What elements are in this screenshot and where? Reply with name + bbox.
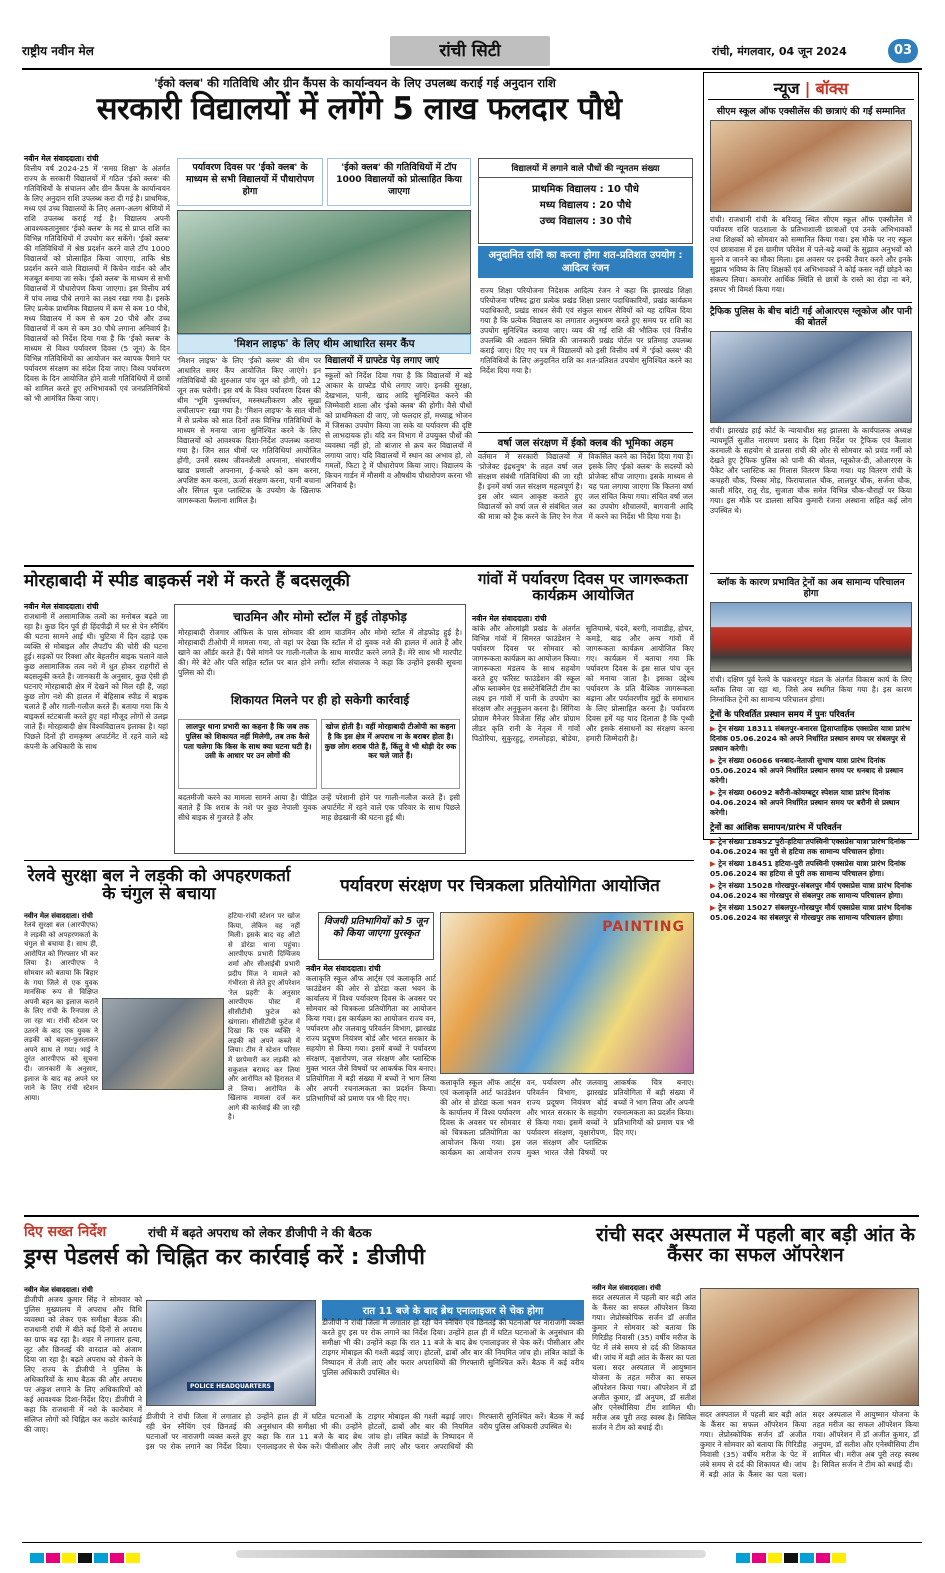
- hospital-text-cont: सदर अस्पताल में पहली बार बड़ी आंत के कैंसर का सफल ऑपरेशन किया गया। लेप्रोस्कोपिक सर्जन डॉ अजीत कुमार ने सोमवार को बताया कि गिरिडीह निवासी (35) वर्षीय मरीज के पेट में लंबे समय से दर्द की शिकायत थी। जांच में बड़ी आंत के कैंसर का पता चला। सदर अस्पताल में आयुष्मान योजना के तहत मरीज का सफल ऑपरेशन किया गया। ऑपरेशन में डॉ अजीत कुमार, डॉ अनुपम, डॉ सतीश और एनेस्थीसिया टीम शामिल थी। मरीज अब पूरी तरह स्वस्थ है। सिविल सर्जन ने टीम को बधाई दी।: [700, 1410, 919, 1479]
- registration-swatch: [62, 1553, 76, 1563]
- traffic-police-photo: [710, 331, 912, 423]
- registration-swatch: [110, 1553, 124, 1563]
- plant-table-rows: [479, 178, 692, 234]
- dgp-headline: ड्रग्स पेडलर्स को चिह्नित कर कार्रवाई करें : डीजीपी: [24, 1245, 425, 1270]
- chowmein-box: [174, 604, 466, 854]
- registration-swatch: [736, 1553, 750, 1563]
- rpf-text-right: हटिया-रांची स्टेशन पर खोज किया, लेकिन वह नहीं मिली। इसके बाद वह ऑटो से डोरंडा थाना पहुंचा। आरपीएफ प्रभारी दिग्विजय शर्मा और सीआईबी प्रभारी प्रदीप मिंज ने मामले को गंभीरता से लेते हुए ऑपरेशन 'रेल प्रहरी' के अनुसार आरपीएफ पोस्ट में सीसीटीवी फुटेज को खंगाला। सीसीटीवी फुटेज में दिखा कि एक व्यक्ति ने लड़की को अपने कब्जे में लिया। टीम ने स्टेशन परिसर में छापेमारी कर लड़की को सकुशल बरामद कर लिया और आरोपित को हिरासत में ले लिया। आरोपित के खिलाफ मामला दर्ज कर आगे की कार्रवाई की जा रही है।: [228, 912, 300, 1122]
- quote-left-text: लालपुर थाना प्रभारी का कहना है कि जब तक पुलिस को शिकायत नहीं मिलेगी, तब तक कैसे पता चलेगा कि किस के साथ क्या घटना घटी है। उसी के आधार पर उन लोगों की: [183, 722, 312, 761]
- painting-story: [306, 964, 436, 1212]
- dgp-text-lower: डीजीपी ने रांची जिला में लगातार हो रही चेन स्नैचिंग एवं छिनतई की घटनाओं पर नाराजगी व्यक्त करते हुए इस पर रोक लगाने का निर्देश दिया। उन्होंने हाल ही में घटित घटनाओं के अनुसंधान की समीक्षा भी की। उन्होंने कहा कि रात 11 बजे के बाद ब्रेथ एनालाइजर से चेक करें। पीसीआर और टाइगर मोबाइल की गश्ती बढ़ाई जाए। होटलों, ढाबों और बार की नियमित जांच हो। लंबित कांडों के निष्पादन में तेजी लाएं और फरार अपराधियों की गिरफ्तारी सुनिश्चित करें। बैठक में कई वरीय पुलिस अधिकारी उपस्थित थे।: [146, 1412, 584, 1451]
- grant-banner: अनुदानित राशि का करना होगा शत-प्रतिशत उपयोग : आदित्य रंजन: [478, 246, 693, 278]
- page-number: 03: [888, 39, 918, 63]
- lead-col1-text: वित्तीय वर्ष 2024-25 में 'समग्र शिक्षा' के अंतर्गत राज्य के सरकारी विद्यालयों में गठित 'ईको क्लब' की गतिविधियों के संचालन और ग्रीन कैंपस के कार्यान्वयन के लिए अनुदान राशि उपलब्ध करा दी गई है। प्राथमिक, मध्य एवं उच्च विद्यालयों के लिए अलग-अलग श्रेणियों में राशि उपलब्ध कराई गई है। विद्यालय अपनी आवश्यकतानुसार 'ईको क्लब' के मद से प्राप्त राशि का विभिन्न गतिविधियों में उपयोग कर सकेंगे। 'ईको क्लब' की गतिविधियों में श्रेष्ठ प्रदर्शन करने वाले टॉप 1000 विद्यालयों को प्रोत्साहित किया जाएगा, ताकि श्रेष्ठ प्रदर्शन करने वाले विद्यालयों में किचेन गार्डन को और मजबूत बनाया जा सके। 'ईको क्लब' के माध्यम से सभी विद्यालयों में पौधारोपण किया जाएगा। इस वित्तीय वर्ष में पांच लाख पौधे लगाने का लक्ष्य रखा गया है। इसके लिए प्रत्येक प्राथमिक विद्यालय में कम से कम 10 पौधे, मध्य विद्यालय में कम से कम 20 पौधे और उच्च विद्यालयों में कम से कम 30 पौधे लगाना अनिवार्य है। विद्यालयों को निर्देश दिया गया है कि 'ईको क्लब' के माध्यम से विश्व पर्यावरण दिवस (5 जून) के दिन विभिन्न गतिविधियों का आयोजन कर व्यापक पैमाने पर पर्यावरण संरक्षण का संदेश दिया जाए। विश्व पर्यावरण दिवस के दिन आयोजित होने वाली गतिविधियों में छात्रों को शामिल करते हुए अभिभावकों एवं जनप्रतिनिधियों को भी आमंत्रित किया जाए।: [24, 164, 170, 403]
- paper-name: राष्ट्रीय नवीन मेल: [22, 44, 94, 58]
- registration-swatch: [46, 1553, 60, 1563]
- lead-headline: सरकारी विद्यालयों में लगेंगे 5 लाख फलदार पौधे: [96, 91, 622, 127]
- partial-train-item: ▶ ट्रेन संख्या 15027 संबलपुर-गोरखपुर मौर्य एक्सप्रेस यात्रा प्रारंभ दिनांक 05.06.2024 का संबलपुर से गोरखपुर तक सामान्य परिचालन होगा।: [710, 903, 912, 923]
- morabadi-col1: [24, 602, 168, 854]
- mid-rule: [24, 860, 694, 861]
- plant-table-row: उच्च विद्यालय : 30 पौधे: [539, 216, 632, 227]
- hospital-col1: [592, 1284, 696, 1536]
- dgp-col1: [24, 1286, 142, 1536]
- lead-col1: [24, 154, 170, 562]
- divert-train-item: ▶ ट्रेन संख्या 06066 धनबाद-नेताजी सुभाष यात्रा प्रारंभ दिनांक 05.06.2024 को अपने निर्धारित प्रस्थान समय पर धनबाद से प्रस्थान करेगी।: [710, 756, 912, 786]
- villages-text: कांके और ओरमांझी प्रखंड के अंतर्गत विभिन्न गांवों में सिमरत फाउंडेशन ने पर्यावरण दिवस पर सोमवार को जागरूकता कार्यक्रम का आयोजन किया। जागरूकता मंडलय के साथ सहयोग करते हुए फॉरेस्ट फाउंडेशन की स्कूल ऑफ ब्लाक्मेन एंड सस्टेनेबिलिटी टीम का लक्ष्य इन गांवों में पानी के उपयोग का संरक्षण और अनुकूलन करना है। सिंगिया प्रोग्राम मैनेजर विजेता सिंह और प्रोग्राम लीडर कृति रानी के नेतृत्व में गांवों पिठोरिया, सुकुरहुटू, रामलोहड़ा, बोडेया, सुतियाम्बे, चंदवे, बरगी, नावाडीह, होचर, कमड़े, बाढ़ और अन्य गांवों में जागरूकता कार्यक्रम आयोजित किए गए। कार्यक्रम में बताया गया कि पर्यावरण दिवस के इस साल पांच जून को मनाया जाता है। इसका उद्देश्य पर्यावरण के प्रति वैश्विक जागरूकता बढ़ाना और पर्यावरणीय मुद्दों के समाधान के लिए प्रोत्साहित करना है। पर्यावरण दिवस हमें यह याद दिलाता है कि पृथ्वी और इसके संसाधनों का संरक्षण करना हमारी जिम्मेदारी है।: [472, 624, 694, 743]
- plant-table-row: प्राथमिक विद्यालय : 10 पौधे: [532, 184, 639, 195]
- hospital-text: सदर अस्पताल में पहली बार बड़ी आंत के कैंसर का सफल ऑपरेशन किया गया। लेप्रोस्कोपिक सर्जन डॉ अजीत कुमार ने सोमवार को बताया कि गिरिडीह निवासी (35) वर्षीय मरीज के पेट में लंबे समय से दर्द की शिकायत थी। जांच में बड़ी आंत के कैंसर का पता चला। सदर अस्पताल में आयुष्मान योजना के तहत मरीज का सफल ऑपरेशन किया गया। ऑपरेशन में डॉ अजीत कुमार, डॉ अनुपम, डॉ सतीश और एनेस्थीसिया टीम शामिल थी। मरीज अब पूरी तरह स्वस्थ है। सिविल सर्जन ने टीम को बधाई दी।: [592, 1293, 696, 1432]
- divert-train-item: ▶ ट्रेन संख्या 18311 संबलपुर-बनारस द्विसाप्ताहिक एक्सप्रेस यात्रा प्रारंभ दिनांक 05.06.2024 को अपने निर्धारित प्रस्थान समय पर संबलपुर से प्रस्थान करेगी।: [710, 724, 912, 754]
- breath-analyzer-banner: रात 11 बजे के बाद ब्रेथ एनालाइजर से चेक होगा: [322, 1300, 584, 1320]
- train-engine-photo: [710, 602, 912, 672]
- villages-story: [472, 614, 694, 854]
- morabadi-text: राजधानी में असामाजिक तत्वों का मनोबल बढ़ते जा रहा है। कुछ दिन पूर्व ही हिंदपीढ़ी में घर से पेन स्नैचिंग की घटना सामने आई थी। चुटिया में दिन दहाड़े एक व्यक्ति से मोबाइल और लैपटॉप की चोरी की घटना हुई। सड़कों पर रिक्शा और बेहतरीन बाइक चलाने वाले कुछ असामाजिक तत्व नशे में धुत होकर राहगीरों से बदसलूकी करते हैं। जानकारी के अनुसार, कुछ ऐसी ही घटनाएं मोरहाबादी क्षेत्र में देखने को मिल रही हैं, जहां कुछ लोग नशे की हालत में बेहिसाब स्पीड में बाइक चलाते हैं और गाली-गलौज करते हैं। बताया गया कि ये बाइकर्स स्टंटबाजी करते हुए वहां मौजूद लोगों से उलझ जाते हैं। मोरहाबादी क्षेत्र विश्वविद्यालय इलाका है। यहां पिछले दिनों ही रामकृष्ण अपार्टमेंट में रहने वाले बड़े कंपनी के अधिकारी के साथ: [24, 612, 168, 751]
- registration-swatch: [78, 1553, 92, 1563]
- registration-swatch: [752, 1553, 766, 1563]
- grafted-plants-story: [325, 356, 472, 562]
- award-ceremony-photo: [710, 120, 912, 212]
- grant-text: राज्य शिक्षा परियोजना निदेशक आदित्य रंजन ने कहा कि झारखंड शिक्षा परियोजना परिषद द्वारा प्रत्येक प्रखंड शिक्षा प्रसार पदाधिकारियों, प्रखंड कार्यक्रम पदाधिकारी, प्रखंड साधन सेवी एवं संकुल साधन सेवियों को यह दायित्व दिया गया है कि प्रत्येक विद्यालय का लगातार अनुश्रवण करते हुए समय पर राशि का उपयोग सुनिश्चित कराया जाए। व्यय की गई राशि की भौतिक एवं वित्तीय उपलब्धि की अद्यतन स्थिति की जानकारी प्रखंड पोर्टल पर प्रतिमाह उपलब्ध कराई जाए। दिए गए पत्र में विद्यालयों को इसी वित्तीय वर्ष में 'ईको क्लब' की गतिविधियों के लिए अनुदानित राशि का शत-प्रतिशत उपयोग सुनिश्चित करने का निर्देश दिया गया है।: [480, 286, 692, 375]
- dgp-text-left: डीजीपी अजय कुमार सिंह ने सोमवार को पुलिस मुख्यालय में अपराध और विधि व्यवस्था को लेकर एक समीक्षा बैठक की। राजधानी रांची में बीते कई दिनों से अपराध का ग्राफ बढ़ रहा है। शहर में लगातार हत्या, लूट और छिनतई की वारदात को अंजाम दिया जा रहा है। बढ़ते अपराध को रोकने के लिए राज्य के डीजीपी ने पुलिस के अधिकारियों के साथ बैठक की और अपराध पर अंकुश लगाने के लिए अधिकारियों को कई आवश्यक दिशा-निर्देश दिए। डीजीपी ने कहा कि राजधानी में नशे के कारोबार में संलिप्त लोगों को चिह्नित कर कठोर कार्रवाई की जाए।: [24, 1295, 142, 1434]
- partial-train-list: [710, 837, 912, 923]
- registration-swatch: [94, 1553, 108, 1563]
- mission-life-caption: 'मिशन लाइफ' के लिए थीम आधारित समर कैंप: [177, 334, 471, 354]
- sidebar-item1-text: रांची। राजधानी रांची के बरियातू स्थित सीएम स्कूल ऑफ एक्सीलेंस में पर्यावरण राशि पाठशाला के प्रतिभाशाली छात्राओं एवं उनके अभिभावकों तथा शिक्षकों को सोमवार को सम्मानित किया गया। इस मौके पर नए स्कूल एवं छात्रावास में इस ग्रामीण परिवेश में पले-बढ़े बच्चों के सुझाव अनुभवों को सुनने व जानने का मौका मिला। इस अवसर पर इनकी तैयार करने और इनके सुझाव भविष्य के लिए शिक्षकों एवं अभिभावकों ने कोई कसर नहीं छोड़ने का संकल्प लिया। कमजोर आर्थिक स्थिति से छात्रों के रास्ते का रोड़ा ना बने, इसपर भी विमर्श किया गया।: [710, 215, 912, 294]
- sidebar-item2-title: ट्रैफिक पुलिस के बीच बांटी गई ओआरएस ग्लूकोज और पानी की बोतलें: [710, 306, 912, 328]
- lead-box-left-title: पर्यावरण दिवस पर 'ईको क्लब' के माध्यम से सभी विद्यालयों में पौधारोपण होगा: [185, 162, 315, 197]
- rpf-officers-photo: [102, 998, 224, 1090]
- section-tab: [390, 36, 550, 66]
- winners-text: विजयी प्रतिभागियों को 5 जून को किया जाएगा पुरस्कृत: [324, 916, 428, 939]
- news-box-word-news: न्यूज: [773, 79, 800, 98]
- mission-life-text: 'मिशन लाइफ' के लिए 'ईको क्लब' की थीम पर आधारित समर कैंप आयोजित किए जाएंगे। इन गतिविधियों की शुरुआत पांच जून को होगी, जो 12 जून तक चलेगी। इस वर्ष के विश्व पर्यावरण दिवस की थीम 'भूमि पुनर्स्थापन, मरुस्थलीकरण और सूखा लचीलापन' रखा गया है। 'मिशन लाइफ' के सात थीमों में से प्रत्येक को सात दिनों तक विभिन्न गतिविधियों के माध्यम से मनाया जाना सुनिश्चित करने के लिए विद्यालयों को आवश्यक दिशा-निर्देश उपलब्ध कराया गया है। जिन सात थीमों पर गतिविधियां आयोजित होंगी, उनमें स्वस्थ जीवनशैली अपनाना, संधारणीय खाद्य प्रणाली अपनाना, ई-कचरे को कम करना, अपशिष्ट कम करना, ऊर्जा संरक्षण करना, पानी बचाना और सिंगल यूज प्लास्टिक के उपयोग के खिलाफ जागरूकता फैलाना शामिल है।: [177, 356, 321, 505]
- chowmein-text: मोरहाबादी रोजगार ऑफिस के पास सोमवार की शाम चाउमिन और मोमो स्टॉल में तोड़फोड़ हुई है। मोरहाबादी टीओपी में मामला गया, तो वहां पर देखा कि स्टॉल में दो युवक नशे की हालत में आते हैं और खाने का ऑर्डर करते हैं। पैसे मांगने पर गाली-गलौज के साथ मारपीट करने लगते हैं। मेरे साथ भी मारपीट की। मेरे बेटे और पति सहित स्टॉल पर बात होने लगी। स्टॉल संचालक ने कहा कि उन्होंने इसकी सूचना पुलिस को दी।: [178, 628, 462, 677]
- plant-table-title: विद्यालयों में लगाने वाले पौधों की न्यूनतम संख्या: [479, 159, 692, 178]
- news-box-header: [704, 73, 918, 99]
- registration-swatch: [30, 1553, 44, 1563]
- rain-text: वर्तमान में सरकारी विद्यालयों में 'प्रोजेक्ट इंद्रधनुष' के तहत वर्षा जल संरक्षण संबंधी गतिविधियां की जा रही हैं। इनमें वर्षा जल संरक्षण महत्वपूर्ण है। इस ओर ध्यान आकृष्ट कराते हुए विद्यालयों को वर्षा जल से संबंधित जल की मात्रा को ट्रैक करने के लिए रेन गेज विकसित करने का निर्देश दिया गया है। इसके लिए 'ईको क्लब' के सदस्यों को प्रोजेक्ट सौंपा जाएगा। इसके माध्यम से यह पता लगाया जाएगा कि कितना वर्षा जल संचित किया गया। संचित वर्षा जल का उपयोग शौचालयों, बागवानी आदि में करने का निर्देश भी दिया गया है।: [478, 452, 693, 521]
- divert-title: ट्रेनों के परिवर्तित प्रस्थान समय में पुनः परिवर्तन: [710, 708, 912, 721]
- lower-rule: [24, 1215, 919, 1217]
- rpf-col-left: [24, 912, 98, 1212]
- sidebar-item2-text: रांची। झारखंड हाई कोर्ट के न्यायाधीश सह झालसा के कार्यपालक अध्यक्ष न्यायमूर्ति सुजीत नारायण प्रसाद के दिशा निर्देश पर ट्रैफिक एवं कैलाश करमाली के सहयोग से डालसा रांची की ओर से सोमवार को प्रचंड गर्मी को देखते हुए ट्रैफिक पुलिस को पानी की बोतल, ग्लूकोज-डी, ओआरएस के पैकेट और प्लास्टिक का गिलास वितरण किया गया। यह वितरण रांची के कचहरी चौक, पिस्का मोड़, फिरायालाल चौक, लालपुर चौक, सर्जना चौक, काली मंदिर, रातू रोड, सुजाता चौक समेत विभिन्न चौक-चौराहों पर किया गया। इस मौके पर डालसा सचिव कुमारी रंजना अस्थाना सहित कई लोग उपस्थित थे।: [710, 426, 912, 515]
- chowmein-title: चाउमिन और मोमो स्टॉल में हुई तोड़फोड़: [233, 610, 407, 624]
- painting-text: कलाकृति स्कूल ऑफ आर्ट्स एवं कलाकृति आर्ट फाउंडेशन की ओर से डोरंडा कला भवन के कार्यालय में विश्व पर्यावरण दिवस के अवसर पर सोमवार को चित्रकला प्रतियोगिता का आयोजन किया गया। इस कार्यक्रम का आयोजन राज्य वन, पर्यावरण और जलवायु परिवर्तन विभाग, झारखंड राज्य प्रदूषण नियंत्रण बोर्ड और भारत सरकार के सहयोग से किया गया। इसमें बच्चों ने पर्यावरण संरक्षण, वृक्षारोपण, जल संरक्षण और प्लास्टिक मुक्त भारत जैसे विषयों पर आकर्षक चित्र बनाए। प्रतियोगिता में बड़ी संख्या में बच्चों ने भाग लिया और अपनी रचनात्मकता का प्रदर्शन किया। प्रतिभागियों को प्रमाण पत्र भी दिए गए।: [306, 974, 436, 1103]
- painting-text-cont: कलाकृति स्कूल ऑफ आर्ट्स एवं कलाकृति आर्ट फाउंडेशन की ओर से डोरंडा कला भवन के कार्यालय में विश्व पर्यावरण दिवस के अवसर पर सोमवार को चित्रकला प्रतियोगिता का आयोजन किया गया। इस कार्यक्रम का आयोजन राज्य वन, पर्यावरण और जलवायु परिवर्तन विभाग, झारखंड राज्य प्रदूषण नियंत्रण बोर्ड और भारत सरकार के सहयोग से किया गया। इसमें बच्चों ने पर्यावरण संरक्षण, वृक्षारोपण, जल संरक्षण और प्लास्टिक मुक्त भारत जैसे विषयों पर आकर्षक चित्र बनाए। प्रतियोगिता में बड़ी संख्या में बच्चों ने भाग लिया और अपनी रचनात्मकता का प्रदर्शन किया। प्रतिभागियों को प्रमाण पत्र भी दिए गए।: [440, 1078, 694, 1157]
- morabadi-byline: नवीन मेल संवाददाता। रांची: [24, 602, 99, 611]
- students-classroom-photo: [177, 210, 471, 334]
- dgp-tag: दिए सख्त निर्देश: [24, 1224, 107, 1240]
- hospital-byline: नवीन मेल संवाददाता। रांची: [592, 1284, 661, 1292]
- villages-headline: गांवों में पर्यावरण दिवस पर जागरूकता कार्यक्रम आयोजित: [477, 570, 689, 604]
- dateline: रांची, मंगलवार, 04 जून 2024: [712, 45, 847, 58]
- sidebar-item1-title: सीएम स्कूल ऑफ एक्सीलेंस की छात्राएं की गईं सम्मानित: [716, 106, 906, 117]
- section-title: रांची सिटी: [439, 41, 501, 61]
- divert-train-list: [710, 724, 912, 818]
- plant-table-row: मध्य विद्यालय : 20 पौधे: [539, 200, 632, 211]
- footer-rule: [22, 1542, 922, 1543]
- lead-bottom-rule: [24, 565, 694, 567]
- registration-swatch: [800, 1553, 814, 1563]
- hospital-headline: रांची सदर अस्पताल में पहली बार बड़ी आंत के कैंसर का सफल ऑपरेशन: [596, 1224, 915, 1266]
- morabadi-headline: मोरहाबादी में स्पीड बाइकर्स नशे में करते हैं बदसलूकी: [24, 571, 350, 591]
- grafted-title: विद्यालयों में ग्राफ्टेड पेड़ लगाए जाएं: [325, 356, 472, 369]
- sidebar-item3-text: रांची। दक्षिण पूर्व रेलवे के चक्रधरपुर मंडल के अंतर्गत विकास कार्य के लिए ब्लॉक लिया जा रहा था, जिसे अब स्थगित किया गया है। इस कारण निम्नांकित ट्रेनों का सामान्य परिचालन होगा।: [710, 675, 912, 704]
- footer-gray-bar: [236, 1550, 706, 1558]
- divert-train-item: ▶ ट्रेन संख्या 06092 बरौनी-कोयम्बटूर स्पेशल यात्रा प्रारंभ दिनांक 04.06.2024 को अपने निर्धारित प्रस्थान समय पर बरौनी से प्रस्थान करेगी।: [710, 788, 912, 818]
- news-box-word-box: बॉक्स: [815, 79, 849, 98]
- grafted-text: स्कूलों को निर्देश दिया गया है कि विद्यालयों में बड़े आकार के ग्राफ्टेड पौधे लगाए जाएं। इनकी सुरक्षा, देखभाल, पानी, खाद आदि सुनिश्चित करने की जिम्मेवारी शाला और 'ईको क्लब' की होगी। वैसे पौधों को प्राथमिकता दी जाए, जो फलदार हों, मध्याह्न भोजन में जिसका उपयोग किया जा सके या पर्यावरण की दृष्टि से लाभदायक हों। यदि वन विभाग में उपयुक्त पौधों की व्यवस्था नहीं हो, तो बाजार से क्रय कर विद्यालयों में लगाया जाए। यदि विद्यालयों में स्थान का अभाव हो, तो गमलों, फिटा ट्रे में पौधारोपण किया जाए। विद्यालय के किचन गार्डन में मौसमी व औषधीय पौधारोपण करना भी अनिवार्य है।: [325, 371, 472, 490]
- dgp-kicker: रांची में बढ़ते अपराध को लेकर डीजीपी ने की बैठक: [148, 1226, 372, 1240]
- partial-train-item: ▶ ट्रेन संख्या 15028 गोरखपुर-संबलपुर मौर्य एक्सप्रेस यात्रा प्रारंभ दिनांक 04.06.2024 का गोरखपुर से संबलपुर तक सामान्य परिचालन होगा।: [710, 881, 912, 901]
- quote-right-text: खोज होती है। वहीं मोरहाबादी टीओपी का कहना है कि इस क्षेत्र में अपराध ना के बराबर होता है। कुछ लोग शराब पीते हैं, किंतु वे भी थोड़ी देर रुक कर चले जाते हैं।: [324, 722, 457, 761]
- surgery-team-photo: [700, 1288, 919, 1406]
- sidebar-rule-2: [710, 573, 912, 574]
- registration-marks-right: [736, 1548, 848, 1560]
- quote-box-right: [321, 719, 460, 789]
- rpf-byline: नवीन मेल संवाददाता। रांची: [24, 912, 93, 920]
- registration-swatch: [832, 1553, 846, 1563]
- sidebar-header-rule: [708, 99, 914, 100]
- plant-count-table: [478, 158, 693, 244]
- rain-title: वर्षा जल संरक्षण में ईको क्लब की भूमिका अहम: [478, 432, 693, 452]
- lead-box-right-title: 'ईको क्लब' की गतिविधियों में टॉप 1000 विद्यालयों को प्रोत्साहित किया जाएगा: [336, 162, 462, 197]
- registration-swatch: [126, 1553, 140, 1563]
- painting-competition-photo: [440, 912, 694, 1074]
- police-hq-sign: POLICE HEADQUARTERS: [187, 1382, 274, 1391]
- registration-swatch: [768, 1553, 782, 1563]
- news-box-sidebar: [703, 72, 919, 922]
- quote-box-left: [178, 719, 317, 789]
- painting-byline: नवीन मेल संवाददाता। रांची: [306, 964, 381, 973]
- registration-swatch: [816, 1553, 830, 1563]
- winners-box: [318, 912, 434, 960]
- masthead-rule: [22, 68, 922, 70]
- complaint-title: शिकायत मिलने पर ही हो सकेगी कार्रवाई: [230, 693, 410, 707]
- villages-byline: नवीन मेल संवाददाता। रांची: [472, 614, 547, 623]
- dgp-kicker-row: [24, 1222, 584, 1244]
- lead-byline: नवीन मेल संवाददाता। रांची: [24, 154, 99, 163]
- complaint-text-b: उन्हें परेशानी होने पर गाली-गलौज करते हैं। इसी अपार्टमेंट में रहने वाले एक परिवार के साथ पिछले माह छेड़खानी की घटना हुई थी।: [321, 793, 460, 822]
- lead-box-right: [327, 158, 471, 206]
- registration-swatch: [784, 1553, 798, 1563]
- sidebar-rule-1: [710, 302, 912, 303]
- complaint-text-a: बदतमीजी करने का मामला सामने आया है। पीड़ित बताते हैं कि शराब के नशे पर कुछ नेपाली युवक सीधे बाइक से गुजरते हैं और: [178, 793, 317, 822]
- masthead: [22, 36, 922, 68]
- dgp-byline: नवीन मेल संवाददाता। रांची: [24, 1286, 93, 1294]
- sidebar-item3-title: ब्लॉक के कारण प्रभावित ट्रेनों का अब सामान्य परिचालन होगा: [717, 577, 905, 599]
- dgp-meeting-photo: [146, 1300, 316, 1406]
- rpf-text-left: रेलवे सुरक्षा बल (आरपीएफ) ने लड़की को अपहरणकर्ता के चंगुल से बचाया है। साथ ही, आरोपित को गिरफ्तार भी कर लिया है। आरपीएफ ने सोमवार को बताया कि बिहार के गया जिले से एक युवक मानसिक रूप से विक्षिप्त अपनी बहन का इलाज कराने के लिए रांची के रिनपास ले जा रहा था। रांची स्टेशन पर उतरने के बाद एक युवक ने लड़की को बहला-फुसलाकर अपने साथ ले गया। भाई ने तुरंत आरपीएफ को सूचना दी। जानकारी के अनुसार, इलाज के बाद वह अपने घर जाने के लिए रांची स्टेशन आया।: [24, 921, 98, 1102]
- lead-box-left: [177, 158, 323, 206]
- news-box-divider: |: [804, 79, 811, 98]
- dgp-text-right: डीजीपी ने रांची जिला में लगातार हो रही चेन स्नैचिंग एवं छिनतई की घटनाओं पर नाराजगी व्यक्त करते हुए इस पर रोक लगाने का निर्देश दिया। उन्होंने हाल ही में घटित घटनाओं के अनुसंधान की समीक्षा भी की। उन्होंने कहा कि रात 11 बजे के बाद ब्रेथ एनालाइजर से चेक करें। पीसीआर और टाइगर मोबाइल की गश्ती बढ़ाई जाए। होटलों, ढाबों और बार की नियमित जांच हो। लंबित कांडों के निष्पादन में तेजी लाएं और फरार अपराधियों की गिरफ्तारी सुनिश्चित करें। बैठक में कई वरीय पुलिस अधिकारी उपस्थित थे।: [322, 1318, 584, 1377]
- partial-train-item: ▶ ट्रेन संख्या 18452 पुरी-हटिया तपस्विनी एक्सप्रेस यात्रा प्रारंभ दिनांक 04.06.2024 का पुरी से हटिया तक सामान्य परिचालन होगा।: [710, 837, 912, 857]
- partial-title: ट्रेनों का आंशिक समापन/प्रारंभ में परिवर्तन: [710, 821, 912, 834]
- lead-kicker: 'ईको क्लब' की गतिविधि और ग्रीन कैंपस के कार्यान्वयन के लिए उपलब्ध कराई गई अनुदान राशि: [154, 76, 556, 90]
- partial-train-item: ▶ ट्रेन संख्या 18451 हटिया-पुरी तपस्विनी एक्सप्रेस यात्रा प्रारंभ दिनांक 05.06.2024 का हटिया से पुरी तक सामान्य परिचालन होगा।: [710, 859, 912, 879]
- painting-headline: पर्यावरण संरक्षण पर चित्रकला प्रतियोगिता आयोजित: [340, 876, 660, 896]
- registration-marks-left: [30, 1548, 142, 1560]
- rpf-headline: रेलवे सुरक्षा बल ने लड़की को अपहरणकर्ता के चंगुल से बचाया: [27, 866, 291, 904]
- painting-banner-text: PAINTING: [602, 919, 685, 935]
